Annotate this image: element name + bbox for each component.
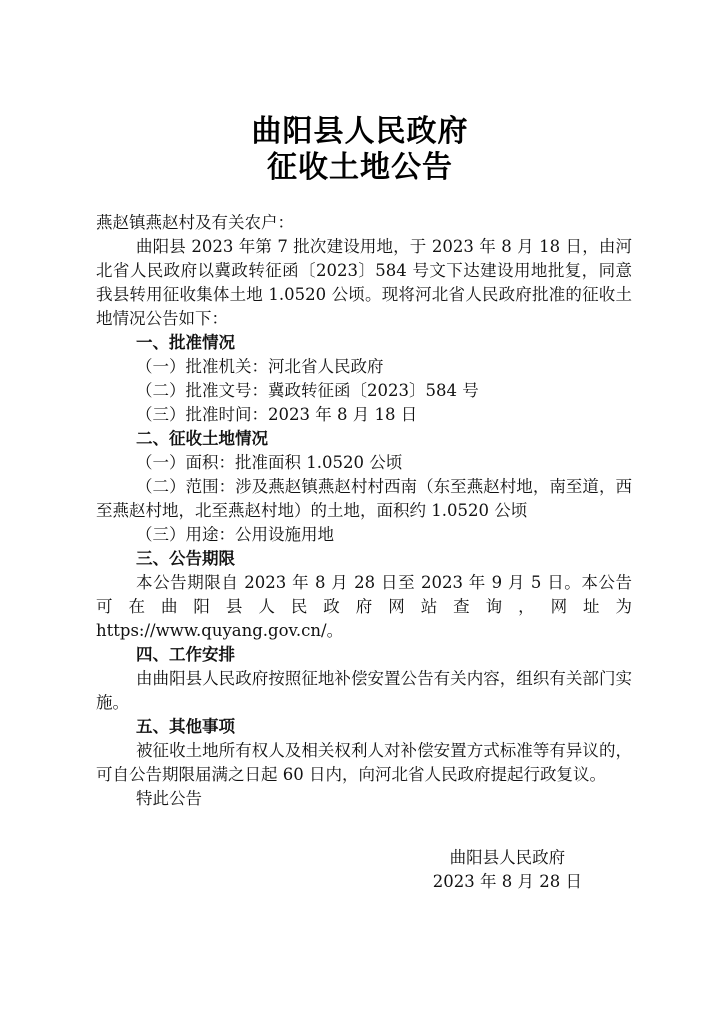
addressee: 燕赵镇燕赵村及有关农户： <box>96 213 294 232</box>
website-url: https://www.quyang.gov.cn/。 <box>96 621 344 640</box>
section-2-item-2: （二）范围：涉及燕赵镇燕赵村村西南（东至燕赵村地，南至道，西至燕赵村地，北至燕赵村地）的土地，面积约 1.0520 公顷 <box>96 477 632 520</box>
signature-org: 曲阳县人民政府 <box>449 848 566 867</box>
section-3-text: 本公告期限自 2023 年 8 月 28 日至 2023 年 9 月 5 日。本公告可在曲阳县人民政府网站查询，网址为 <box>96 573 632 616</box>
section-1-item-3: （三）批准时间：2023 年 8 月 18 日 <box>136 405 418 424</box>
section-2-heading: 二、征收土地情况 <box>136 429 268 448</box>
document-title-line1: 曲阳县人民政府 <box>251 114 469 149</box>
signature-date: 2023 年 8 月 28 日 <box>432 872 582 891</box>
section-1-item-2: （二）批准文号：冀政转征函〔2023〕584 号 <box>136 381 479 400</box>
document-title-line2: 征收土地公告 <box>267 150 453 185</box>
signature-block <box>433 846 582 894</box>
section-2-item-1: （一）面积：批准面积 1.0520 公顷 <box>136 453 403 472</box>
closing-text: 特此公告 <box>136 789 202 808</box>
section-2-item-3: （三）用途：公用设施用地 <box>136 525 334 544</box>
announcement-body <box>96 211 632 811</box>
section-5-text: 被征收土地所有权人及相关权利人对补偿安置方式标准等有异议的，可自公告期限届满之日起 60 日内，向河北省人民政府提起行政复议。 <box>96 741 632 784</box>
section-1-heading: 一、批准情况 <box>136 333 235 352</box>
section-5-heading: 五、其他事项 <box>136 717 235 736</box>
section-4-heading: 四、工作安排 <box>136 645 235 664</box>
section-4-text: 由曲阳县人民政府按照征地补偿安置公告有关内容，组织有关部门实施。 <box>96 669 632 712</box>
section-3-heading: 三、公告期限 <box>136 549 235 568</box>
intro-paragraph: 曲阳县 2023 年第 7 批次建设用地，于 2023 年 8 月 18 日，由河北省人民政府以冀政转征函〔2023〕584 号文下达建设用地批复，同意我县转用征收集体土地 1.0520 公顷。现将河北省人民政府批准的征收土地情况公告如下： <box>96 237 632 328</box>
section-1-item-1: （一）批准机关：河北省人民政府 <box>136 357 384 376</box>
